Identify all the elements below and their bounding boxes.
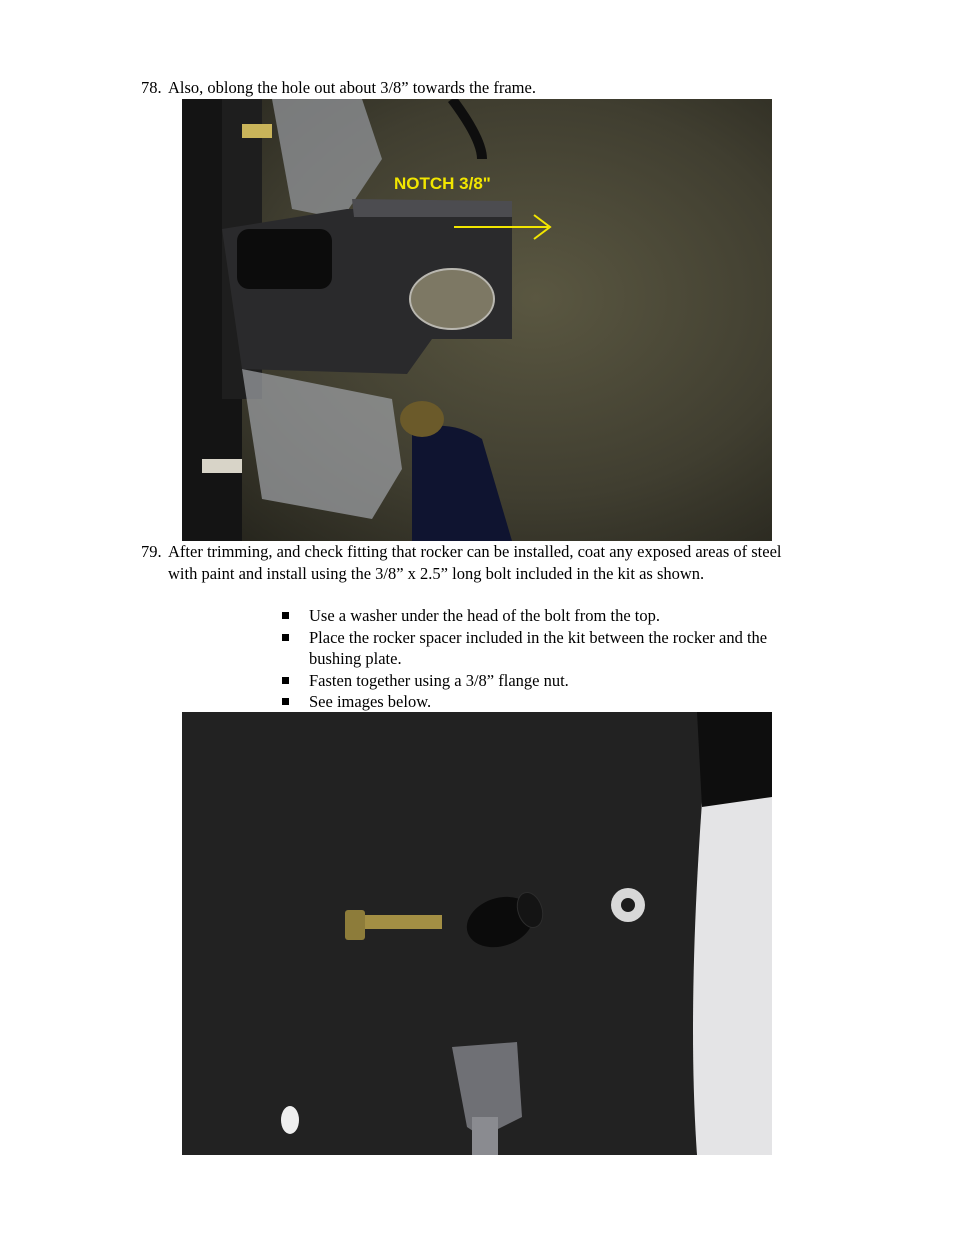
instruction-bullets xyxy=(282,605,812,713)
hardware-photo xyxy=(182,712,772,1155)
step-78 xyxy=(141,77,811,99)
step-79 xyxy=(141,541,811,584)
bullet-item: See images below. xyxy=(282,691,812,713)
bracket-photo xyxy=(182,99,772,541)
bullet-square-icon xyxy=(282,698,289,705)
bullet-item: Use a washer under the head of the bolt from the top. xyxy=(282,605,812,627)
bullet-item: Place the rocker spacer included in the kit between the rocker and the bushing plate. xyxy=(282,627,812,670)
bullet-square-icon xyxy=(282,677,289,684)
step-number: 78. xyxy=(141,78,162,97)
photo-hardware-parts xyxy=(182,712,772,1155)
notch-annotation: NOTCH 3/8" xyxy=(394,174,491,193)
bullet-item: Fasten together using a 3/8” flange nut. xyxy=(282,670,812,692)
step-number: 79. xyxy=(141,542,162,561)
photo-notch-bracket xyxy=(182,99,772,541)
bullet-square-icon xyxy=(282,612,289,619)
step-text: Also, oblong the hole out about 3/8” towards the frame. xyxy=(168,78,536,97)
step-text: After trimming, and check fitting that rocker can be installed, coat any exposed areas of steel with paint and install using the 3/8” x 2.5” long bolt included in the kit as shown. xyxy=(168,542,782,583)
bullet-square-icon xyxy=(282,634,289,641)
